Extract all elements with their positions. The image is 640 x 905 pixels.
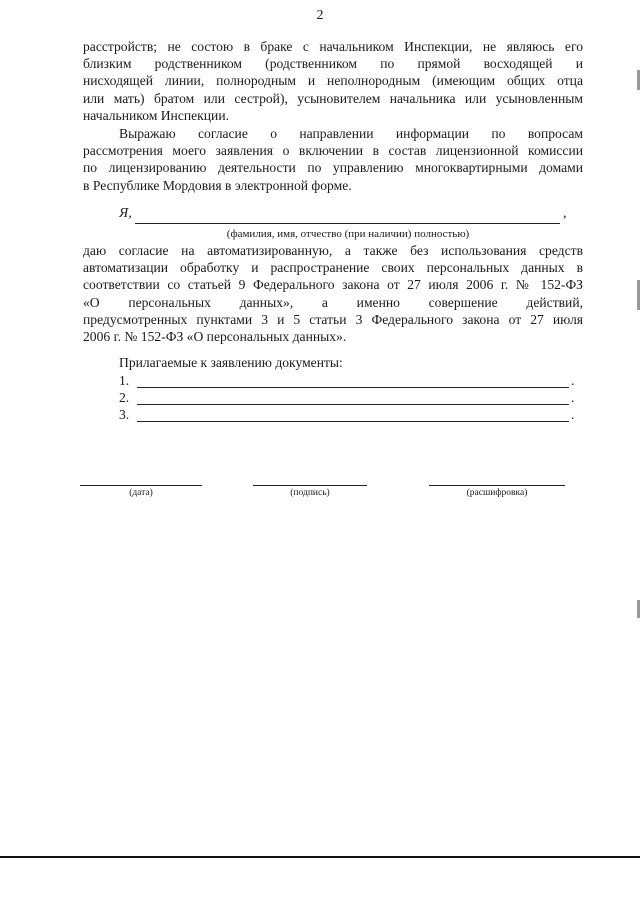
attachment-number: 3. <box>119 407 130 422</box>
decoding-block <box>429 485 565 505</box>
text-line: близким родственником (родственником по прямой восходящей и <box>83 56 583 72</box>
text-line: по лицензированию деятельности по управлению многоквартирными домами <box>83 160 583 176</box>
page-bottom-rule <box>0 856 640 858</box>
attachment-item <box>119 390 579 408</box>
text-line: или мать) братом или сестрой), усыновителем начальника или усыновленным <box>83 90 583 106</box>
text-line: Выражаю согласие о направлении информации по вопросам <box>119 126 583 141</box>
text-line: «О персональных данных», а именно совершение действий, <box>83 294 583 310</box>
attachment-field[interactable] <box>137 404 569 405</box>
text-line: расстройств; не состою в браке с начальником Инспекции, не являюсь его <box>83 39 583 54</box>
text-line: предусмотренных пунктами 3 и 5 статьи 3 Федерального закона от 27 июля <box>83 311 583 327</box>
full-name-row <box>83 206 583 226</box>
text-line: в Республике Мордовия в электронной форме. <box>83 177 352 193</box>
attachment-item <box>119 407 579 425</box>
text-line: соответствии со статьей 9 Федерального закона от 27 июля 2006 г. № 152-ФЗ <box>83 277 583 293</box>
signature-field[interactable] <box>253 485 367 486</box>
decoding-label: (расшифровка) <box>466 488 528 498</box>
page-number: 2 <box>316 8 324 23</box>
signature-block <box>253 485 367 505</box>
paragraph-eligibility <box>83 38 583 124</box>
paragraph-personal-data-consent <box>83 242 583 345</box>
attachment-number: 1. <box>119 373 130 388</box>
attachments-title: Прилагаемые к заявлению документы: <box>119 355 343 370</box>
text-line: автоматизации обработку и распространение своих персональных данных в <box>83 260 583 276</box>
paragraph-electronic-consent <box>83 125 583 194</box>
date-label: (дата) <box>129 488 153 498</box>
signature-label: (подпись) <box>290 488 330 498</box>
date-block <box>80 485 202 505</box>
decoding-field[interactable] <box>429 485 565 486</box>
attachment-end: . <box>571 373 575 388</box>
text-line: начальником Инспекции. <box>83 107 229 123</box>
text-line: даю согласие на автоматизированную, а также без использования средств <box>83 243 583 258</box>
full-name-comma: , <box>563 206 567 221</box>
attachment-end: . <box>571 407 575 422</box>
date-field[interactable] <box>80 485 202 486</box>
text-line: рассмотрения моего заявления о включении в состав лицензионной комиссии <box>83 143 583 159</box>
attachment-number: 2. <box>119 390 130 405</box>
full-name-label: Я, <box>119 206 132 221</box>
attachment-field[interactable] <box>137 387 569 388</box>
attachment-end: . <box>571 390 575 405</box>
attachment-item <box>119 373 579 391</box>
attachment-field[interactable] <box>137 421 569 422</box>
full-name-field[interactable] <box>135 223 560 224</box>
full-name-hint: (фамилия, имя, отчество (при наличии) полностью) <box>226 228 470 240</box>
text-line: 2006 г. № 152-ФЗ «О персональных данных». <box>83 329 347 345</box>
text-line: нисходящей линии, полнородным и неполнородным (имеющим общих отца <box>83 73 583 89</box>
